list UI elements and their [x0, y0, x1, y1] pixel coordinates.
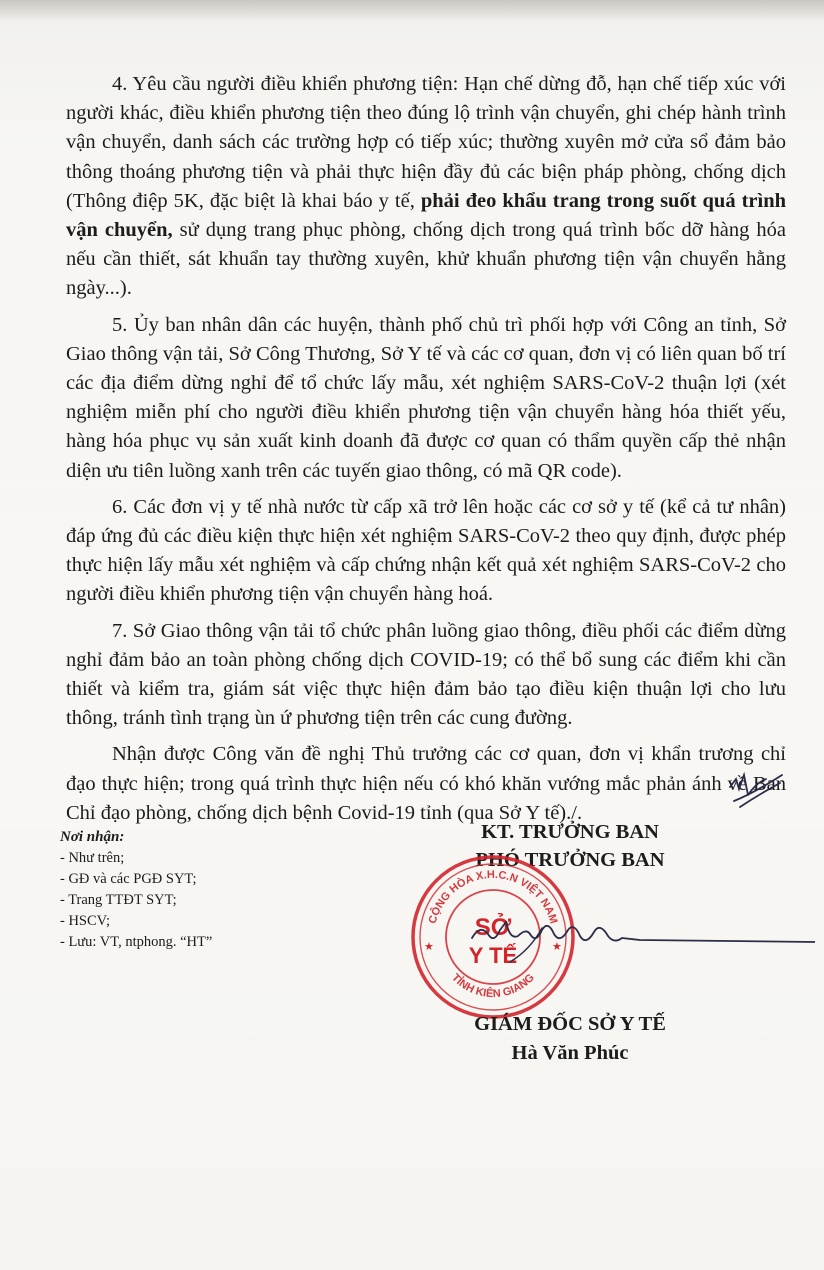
stamp-center-top: SỞ	[474, 914, 512, 941]
recipient-item: - GĐ và các PGĐ SYT;	[60, 871, 197, 887]
paragraph-4-text: 4. Yêu cầu người điều khiển phương tiện: Hạn chế dừng đỗ, hạn chế tiếp xúc với người khác, điều khiển phương tiện theo đúng lộ trình vận chuyển, ghi chép hành trình vận chuyển, danh sách các trường hợp có tiếp xúc; thường xuyên mở cửa sổ đảm bảo thông thoáng phương tiện và phải thực hiện đầy đủ các biện pháp phòng, chống dịch (Thông điệp 5K, đặc biệt là khai báo y tế,	[66, 73, 786, 212]
signer-title-line1: KT. TRƯỞNG BAN	[481, 821, 659, 843]
paragraph-4	[66, 70, 786, 304]
svg-text:TỈNH KIÊN GIANG	[449, 972, 537, 1000]
recipient-item: - Lưu: VT, ntphong. “HT”	[60, 934, 213, 950]
stamp-ring-bottom: TỈNH KIÊN GIANG	[449, 971, 537, 1001]
closing-paragraph: Nhận được Công văn đề nghị Thủ trưởng các cơ quan, đơn vị khẩn trương chỉ đạo thực hiện; trong quá trình thực hiện nếu có khó khăn vướng mắc phản ánh về Ban Chỉ đạo phòng, chống dịch bệnh Covid-19 tỉnh (qua Sở Y tế)./.	[66, 743, 786, 824]
signer-role: GIÁM ĐỐC SỞ Y TẾ	[474, 1013, 666, 1035]
signer-name: Hà Văn Phúc	[511, 1042, 629, 1064]
recipient-item: - Như trên;	[60, 850, 125, 866]
stamp-star-icon: ★	[424, 941, 434, 953]
signer-title-line2: PHÓ TRƯỞNG BAN	[475, 849, 665, 871]
document-body	[66, 70, 786, 835]
paragraph-5: 5. Ủy ban nhân dân các huyện, thành phố chủ trì phối hợp với Công an tỉnh, Sở Giao thông vận tải, Sở Công Thương, Sở Y tế và các cơ quan, đơn vị có liên quan bố trí các địa điểm dừng nghỉ để tổ chức lấy mẫu, xét nghiệm SARS-CoV-2 thuận lợi (xét nghiệm miễn phí cho người điều khiển phương tiện vận chuyển hàng hóa thiết yếu, hàng hóa phục vụ sản xuất kinh doanh đã được cơ quan có thẩm quyền cấp thẻ nhận diện ưu tiên luồng xanh trên các tuyến giao thông, có mã QR code).	[66, 313, 786, 482]
paragraph-6: 6. Các đơn vị y tế nhà nước từ cấp xã trở lên hoặc các cơ sở y tế (kể cả tư nhân) đáp ứng đủ các điều kiện thực hiện xét nghiệm SARS-CoV-2 theo quy định, được phép thực hiện lấy mẫu xét nghiệm và cấp chứng nhận kết quả xét nghiệm SARS-CoV-2 cho người điều khiển phương tiện vận chuyển hàng hoá.	[66, 495, 786, 606]
scan-top-shadow	[0, 0, 824, 22]
initials-mark	[726, 765, 786, 810]
recipient-item: - HSCV;	[60, 913, 111, 929]
stamp-ring-top: CỘNG HÒA X.H.C.N VIỆT NAM	[426, 868, 560, 926]
paragraph-4-tail: sử dụng trang phục phòng, chống dịch trong quá trình bốc dỡ hàng hóa nếu cần thiết, sát khuẩn tay thường xuyên, khử khuẩn phương tiện vận chuyển hằng ngày...).	[66, 219, 786, 300]
signature-footer	[420, 1010, 720, 1068]
paragraph-7: 7. Sở Giao thông vận tải tổ chức phân luồng giao thông, điều phối các điểm dừng nghỉ đảm bảo an toàn phòng chống dịch COVID-19; có thể bổ sung các điểm khi cần thiết và kiểm tra, giám sát việc thực hiện đảm bảo tạo điều kiện thuận lợi cho lưu thông, tránh tình trạng ùn ứ phương tiện trên các cung đường.	[66, 619, 786, 730]
handwritten-signature	[470, 900, 815, 970]
recipients-title: Nơi nhận:	[60, 829, 125, 845]
recipients-block	[60, 827, 380, 953]
recipient-item: - Trang TTĐT SYT;	[60, 892, 177, 908]
stamp-star-icon: ★	[552, 941, 562, 953]
paragraph-4-emphasis: phải đeo khẩu trang trong suốt quá trình vận chuyển,	[66, 189, 786, 242]
stamp-center-bottom: Y TẾ	[468, 943, 518, 968]
